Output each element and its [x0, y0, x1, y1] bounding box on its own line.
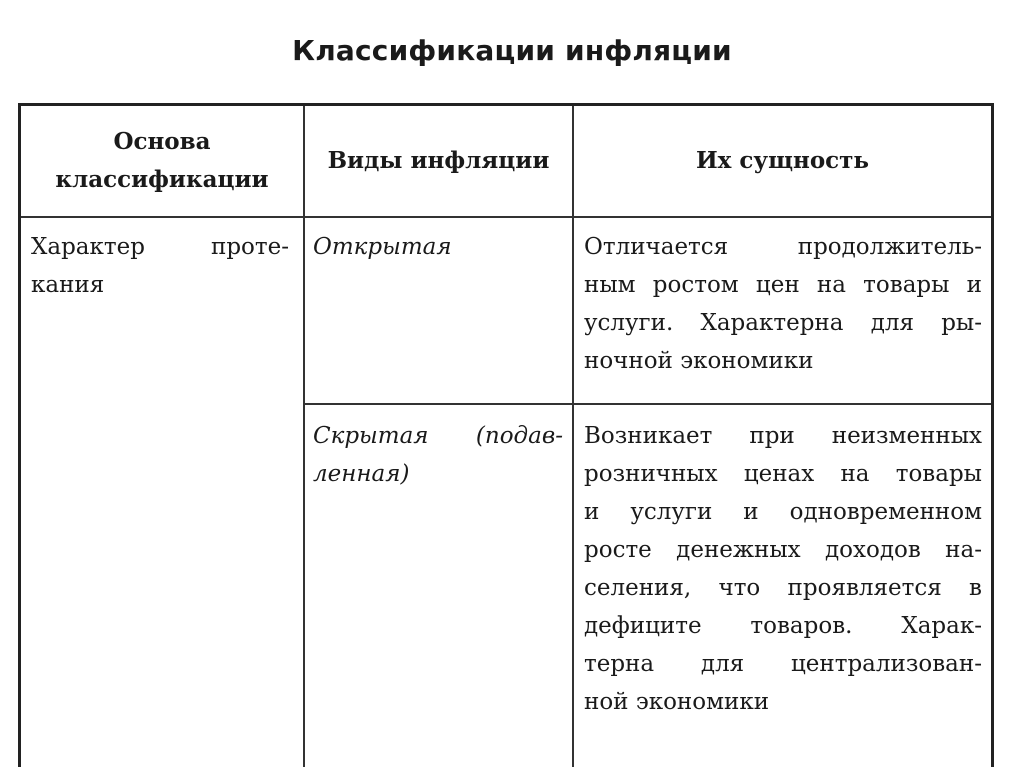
essence-line: селения, что проявляется в [584, 575, 982, 601]
inflation-classification-table [18, 103, 994, 767]
essence-hidden [584, 417, 982, 721]
essence-line: терна для централизован- [584, 651, 982, 677]
type-hidden [313, 417, 563, 493]
header-basis-line: классификации [55, 166, 269, 193]
header-essence [574, 106, 991, 216]
essence-line: ной экономики [584, 689, 770, 715]
essence-line: розничных ценах на товары [584, 461, 982, 487]
header-divider [21, 216, 991, 218]
essence-line: дефиците товаров. Харак- [584, 613, 982, 639]
row-divider [303, 403, 991, 405]
essence-line: услуги. Характерна для ры- [584, 310, 982, 336]
header-types-label: Виды инфляции [327, 147, 550, 174]
basis-line: кания [31, 272, 105, 298]
essence-open [584, 228, 982, 380]
header-types [305, 106, 572, 216]
essence-line: ным ростом цен на товары и [584, 272, 982, 298]
essence-line: ночной экономики [584, 348, 814, 374]
basis-line: Характер проте- [31, 234, 289, 260]
type-line: Открытая [313, 234, 452, 260]
essence-line: Возникает при неизменных [584, 423, 982, 449]
page-title: Классификации инфляции [292, 34, 732, 67]
essence-line: и услуги и одновременном [584, 499, 982, 525]
type-line: ленная) [313, 461, 410, 487]
header-essence-label: Их сущность [695, 147, 870, 174]
type-line: Скрытая (подав- [313, 423, 563, 449]
type-open [313, 228, 563, 266]
basis-cell [31, 228, 289, 304]
essence-line: росте денежных доходов на- [584, 537, 982, 563]
essence-line: Отличается продолжитель- [584, 234, 982, 260]
header-basis-line: Основа [113, 128, 211, 155]
header-basis [21, 106, 303, 216]
